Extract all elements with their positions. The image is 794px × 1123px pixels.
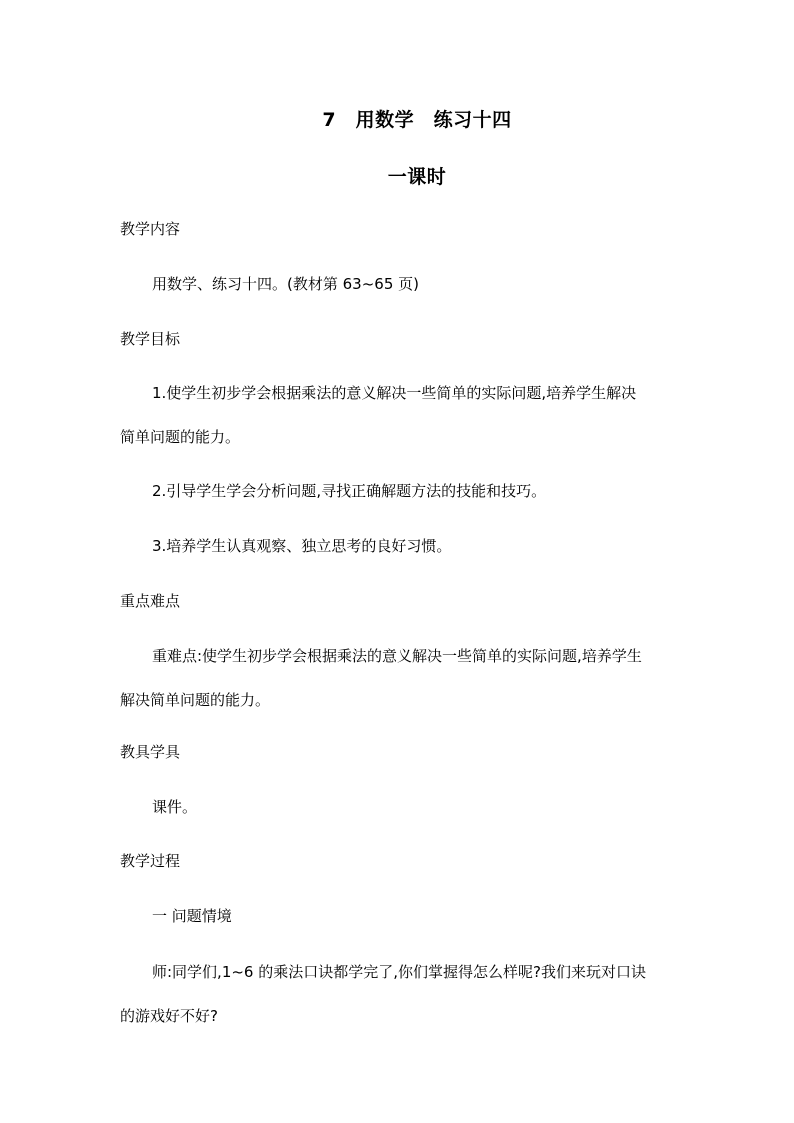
teacher-dialogue bbox=[120, 962, 680, 1026]
content-text: 用数学、练习十四。(教材第 63~65 页) bbox=[152, 275, 419, 293]
lesson-duration: 一课时 bbox=[387, 166, 447, 188]
section-heading-content: 教学内容 bbox=[120, 220, 181, 238]
process-step-1: 一 问题情境 bbox=[152, 907, 232, 925]
key-points-line-2: 解决简单问题的能力。 bbox=[120, 691, 271, 709]
section-heading-key-points: 重点难点 bbox=[120, 592, 181, 610]
teacher-dialogue-line-1: 师:同学们,1~6 的乘法口诀都学完了,你们掌握得怎么样呢?我们来玩对口诀 bbox=[152, 963, 646, 981]
key-points-line-1: 重难点:使学生初步学会根据乘法的意义解决一些简单的实际问题,培养学生 bbox=[152, 647, 642, 665]
goal-3: 3.培养学生认真观察、独立思考的良好习惯。 bbox=[152, 537, 452, 555]
section-heading-tools: 教具学具 bbox=[120, 743, 181, 761]
section-heading-goals: 教学目标 bbox=[120, 330, 181, 348]
document-title: 7 用数学 练习十四 bbox=[322, 109, 512, 131]
goal-1 bbox=[120, 383, 680, 447]
section-heading-process: 教学过程 bbox=[120, 852, 181, 870]
key-points bbox=[120, 646, 680, 710]
goal-1-line-2: 简单问题的能力。 bbox=[120, 428, 241, 446]
teacher-dialogue-line-2: 的游戏好不好? bbox=[120, 1007, 218, 1025]
tools-text: 课件。 bbox=[152, 798, 198, 816]
goal-2: 2.引导学生学会分析问题,寻找正确解题方法的技能和技巧。 bbox=[152, 482, 547, 500]
goal-1-line-1: 1.使学生初步学会根据乘法的意义解决一些简单的实际问题,培养学生解决 bbox=[152, 384, 637, 402]
